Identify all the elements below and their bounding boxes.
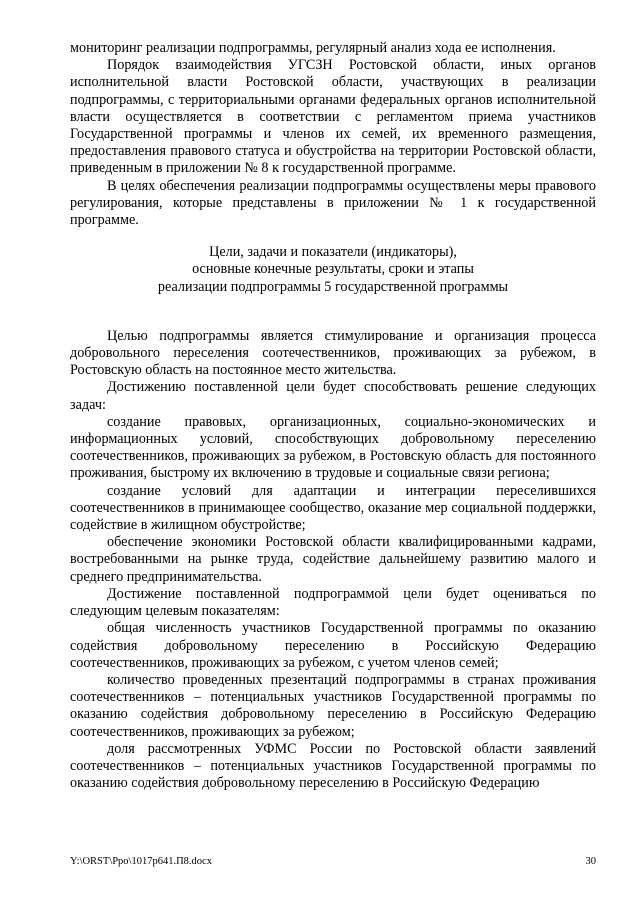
paragraph: Достижению поставленной цели будет способствовать решение следующих задач: <box>70 379 596 413</box>
paragraph: создание правовых, организационных, социально-экономических и информационных условий, способствующих добровольному переселению соотечественников, проживающих за рубежом, в Ростовскую область для постоянного проживания, быстрому их включению в трудовые и социальные связи региона; <box>70 413 596 482</box>
paragraph: Целью подпрограммы является стимулирование и организация процесса добровольного переселения соотечественников, проживающих за рубежом, в Ростовскую область на постоянное место жительства. <box>70 327 596 379</box>
paragraph: Достижение поставленной подпрограммой цели будет оцениваться по следующим целевым показателям: <box>70 585 596 620</box>
paragraph: общая численность участников Государственной программы по оказанию содействия добровольному переселению в Российскую Федерацию соотечественников, проживающих за рубежом, с учетом членов семей; <box>70 620 596 671</box>
heading-line-1: Цели, задачи и показатели (индикаторы), <box>209 244 457 261</box>
heading-line-3: реализации подпрограммы 5 государственной программы <box>157 278 509 295</box>
section-top <box>70 40 596 229</box>
section-heading <box>70 244 596 296</box>
paragraph: доля рассмотренных УФМС России по Ростовской области заявлений соотечественников – потенциальных участников Государственной программы по оказанию содействия добровольному переселению в Российскую Федерацию <box>70 740 596 792</box>
page-number: 30 <box>585 856 596 867</box>
paragraph: обеспечение экономики Ростовской области квалифицированными кадрами, востребованными на рынке труда, содействие дальнейшему развитию малого и среднего предпринимательства. <box>70 534 596 585</box>
footer-file-path: Y:\ORST\Ppo\1017p641.П8.docx <box>70 856 212 867</box>
paragraph: количество проведенных презентаций подпрограммы в странах проживания соотечественников – потенциальных участников Государственной программы по оказанию содействия добровольному переселению в Российскую Федерацию соотечественников, проживающих за рубежом; <box>70 671 596 740</box>
paragraph: Порядок взаимодействия УГСЗН Ростовской области, иных органов исполнительной власти Ростовской области, участвующих в реализации подпрограммы, с территориальными органами федеральных органов исполнительной власти осуществляется в соответствии с регламентом приема участников Государственной программы и членов их семей, их временного размещения, предоставления правового статуса и обустройства на территории Ростовской области, приведенным в приложении № 8 к государственной программе. <box>70 57 596 177</box>
heading-line-2: основные конечные результаты, сроки и этапы <box>192 261 474 278</box>
paragraph: В целях обеспечения реализации подпрограммы осуществлены меры правового регулирования, которые представлены в приложении № 1 к государственной программе. <box>70 177 596 229</box>
paragraph: мониторинг реализации подпрограммы, регулярный анализ хода ее исполнения. <box>70 40 556 56</box>
paragraph: создание условий для адаптации и интеграции переселившихся соотечественников в принимающее сообщество, оказание мер социальной поддержки, содействие в жилищном обустройстве; <box>70 482 596 534</box>
document-body <box>70 40 596 792</box>
section-body <box>70 328 596 792</box>
